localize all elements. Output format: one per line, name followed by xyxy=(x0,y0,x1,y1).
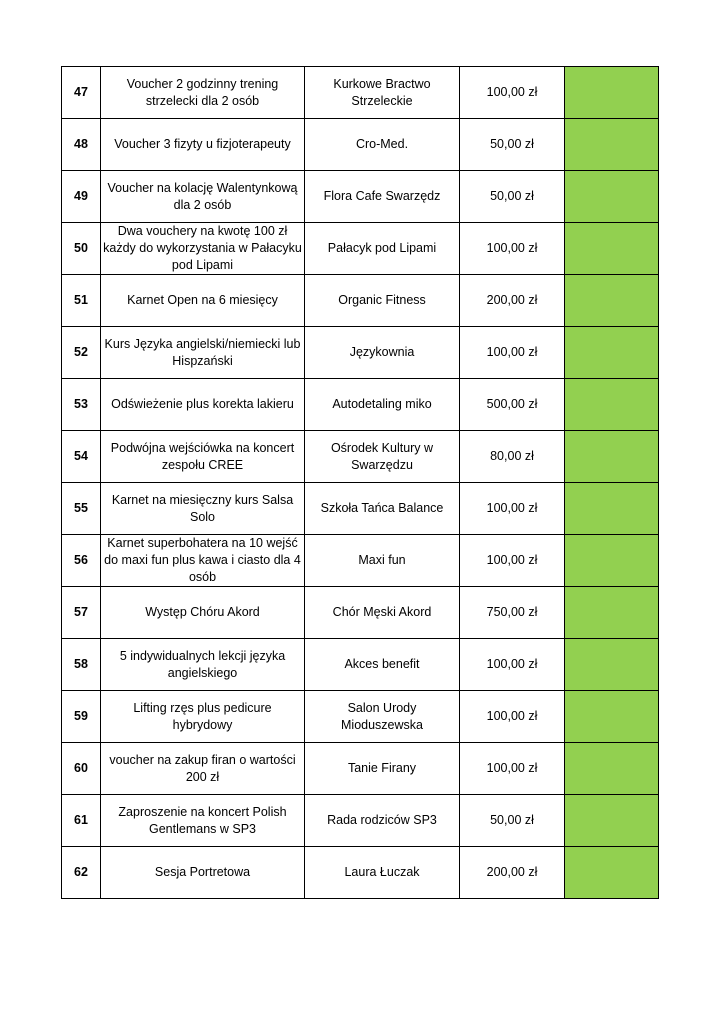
donor-name: Pałacyk pod Lipami xyxy=(305,223,460,275)
donor-name: Salon Urody Mioduszewska xyxy=(305,691,460,743)
bid-cell[interactable] xyxy=(565,847,659,899)
row-number: 61 xyxy=(62,795,101,847)
item-description: Lifting rzęs plus pedicure hybrydowy xyxy=(101,691,305,743)
starting-price: 80,00 zł xyxy=(460,431,565,483)
donor-name: Kurkowe Bractwo Strzeleckie xyxy=(305,67,460,119)
row-number: 60 xyxy=(62,743,101,795)
table-row xyxy=(62,795,659,847)
donor-name: Akces benefit xyxy=(305,639,460,691)
item-description: voucher na zakup firan o wartości 200 zł xyxy=(101,743,305,795)
row-number: 58 xyxy=(62,639,101,691)
item-description: 5 indywidualnych lekcji języka angielskiego xyxy=(101,639,305,691)
starting-price: 50,00 zł xyxy=(460,171,565,223)
item-description: Dwa vouchery na kwotę 100 zł każdy do wykorzystania w Pałacyku pod Lipami xyxy=(101,223,305,275)
row-number: 50 xyxy=(62,223,101,275)
table-row xyxy=(62,483,659,535)
bid-cell-fill[interactable] xyxy=(565,587,658,638)
auction-items-body xyxy=(62,67,659,899)
table-row xyxy=(62,743,659,795)
donor-name: Tanie Firany xyxy=(305,743,460,795)
bid-cell-fill[interactable] xyxy=(565,535,658,586)
donor-name: Cro-Med. xyxy=(305,119,460,171)
starting-price: 750,00 zł xyxy=(460,587,565,639)
table-row xyxy=(62,275,659,327)
donor-name: Językownia xyxy=(305,327,460,379)
table-row xyxy=(62,847,659,899)
starting-price: 100,00 zł xyxy=(460,691,565,743)
row-number: 54 xyxy=(62,431,101,483)
bid-cell-fill[interactable] xyxy=(565,847,658,898)
starting-price: 100,00 zł xyxy=(460,743,565,795)
starting-price: 100,00 zł xyxy=(460,67,565,119)
auction-items-table xyxy=(61,66,659,899)
bid-cell-fill[interactable] xyxy=(565,691,658,742)
bid-cell[interactable] xyxy=(565,639,659,691)
row-number: 55 xyxy=(62,483,101,535)
donor-name: Autodetaling miko xyxy=(305,379,460,431)
bid-cell[interactable] xyxy=(565,171,659,223)
donor-name: Szkoła Tańca Balance xyxy=(305,483,460,535)
bid-cell[interactable] xyxy=(565,379,659,431)
table-row xyxy=(62,587,659,639)
bid-cell-fill[interactable] xyxy=(565,743,658,794)
bid-cell[interactable] xyxy=(565,327,659,379)
item-description: Kurs Języka angielski/niemiecki lub Hispzański xyxy=(101,327,305,379)
item-description: Podwójna wejściówka na koncert zespołu CREE xyxy=(101,431,305,483)
row-number: 49 xyxy=(62,171,101,223)
item-description: Voucher 2 godzinny trening strzelecki dla 2 osób xyxy=(101,67,305,119)
table-row xyxy=(62,691,659,743)
row-number: 52 xyxy=(62,327,101,379)
bid-cell[interactable] xyxy=(565,67,659,119)
item-description: Voucher 3 fizyty u fizjoterapeuty xyxy=(101,119,305,171)
table-row xyxy=(62,171,659,223)
bid-cell-fill[interactable] xyxy=(565,275,658,326)
bid-cell-fill[interactable] xyxy=(565,327,658,378)
donor-name: Chór Męski Akord xyxy=(305,587,460,639)
bid-cell-fill[interactable] xyxy=(565,379,658,430)
bid-cell[interactable] xyxy=(565,119,659,171)
item-description: Występ Chóru Akord xyxy=(101,587,305,639)
donor-name: Laura Łuczak xyxy=(305,847,460,899)
bid-cell-fill[interactable] xyxy=(565,795,658,846)
bid-cell-fill[interactable] xyxy=(565,431,658,482)
bid-cell-fill[interactable] xyxy=(565,223,658,274)
donor-name: Ośrodek Kultury w Swarzędzu xyxy=(305,431,460,483)
starting-price: 100,00 zł xyxy=(460,639,565,691)
starting-price: 100,00 zł xyxy=(460,535,565,587)
table-row xyxy=(62,535,659,587)
row-number: 51 xyxy=(62,275,101,327)
table-row xyxy=(62,639,659,691)
bid-cell[interactable] xyxy=(565,587,659,639)
table-row xyxy=(62,67,659,119)
bid-cell[interactable] xyxy=(565,795,659,847)
bid-cell[interactable] xyxy=(565,743,659,795)
row-number: 53 xyxy=(62,379,101,431)
starting-price: 100,00 zł xyxy=(460,483,565,535)
donor-name: Flora Cafe Swarzędz xyxy=(305,171,460,223)
table-row xyxy=(62,327,659,379)
bid-cell-fill[interactable] xyxy=(565,119,658,170)
item-description: Karnet na miesięczny kurs Salsa Solo xyxy=(101,483,305,535)
bid-cell-fill[interactable] xyxy=(565,67,658,118)
starting-price: 50,00 zł xyxy=(460,119,565,171)
table-row xyxy=(62,379,659,431)
bid-cell-fill[interactable] xyxy=(565,171,658,222)
donor-name: Maxi fun xyxy=(305,535,460,587)
item-description: Sesja Portretowa xyxy=(101,847,305,899)
table-row xyxy=(62,223,659,275)
bid-cell-fill[interactable] xyxy=(565,483,658,534)
donor-name: Rada rodziców SP3 xyxy=(305,795,460,847)
starting-price: 100,00 zł xyxy=(460,223,565,275)
starting-price: 500,00 zł xyxy=(460,379,565,431)
item-description: Voucher na kolację Walentynkową dla 2 osób xyxy=(101,171,305,223)
row-number: 62 xyxy=(62,847,101,899)
starting-price: 200,00 zł xyxy=(460,847,565,899)
row-number: 59 xyxy=(62,691,101,743)
bid-cell-fill[interactable] xyxy=(565,639,658,690)
row-number: 48 xyxy=(62,119,101,171)
donor-name: Organic Fitness xyxy=(305,275,460,327)
bid-cell[interactable] xyxy=(565,535,659,587)
row-number: 56 xyxy=(62,535,101,587)
item-description: Karnet Open na 6 miesięcy xyxy=(101,275,305,327)
table-row xyxy=(62,119,659,171)
item-description: Karnet superbohatera na 10 wejść do maxi fun plus kawa i ciasto dla 4 osób xyxy=(101,535,305,587)
row-number: 57 xyxy=(62,587,101,639)
row-number: 47 xyxy=(62,67,101,119)
bid-cell[interactable] xyxy=(565,691,659,743)
bid-cell[interactable] xyxy=(565,431,659,483)
item-description: Zaproszenie na koncert Polish Gentlemans w SP3 xyxy=(101,795,305,847)
starting-price: 100,00 zł xyxy=(460,327,565,379)
starting-price: 200,00 zł xyxy=(460,275,565,327)
bid-cell[interactable] xyxy=(565,483,659,535)
item-description: Odświeżenie plus korekta lakieru xyxy=(101,379,305,431)
bid-cell[interactable] xyxy=(565,223,659,275)
starting-price: 50,00 zł xyxy=(460,795,565,847)
bid-cell[interactable] xyxy=(565,275,659,327)
table-row xyxy=(62,431,659,483)
